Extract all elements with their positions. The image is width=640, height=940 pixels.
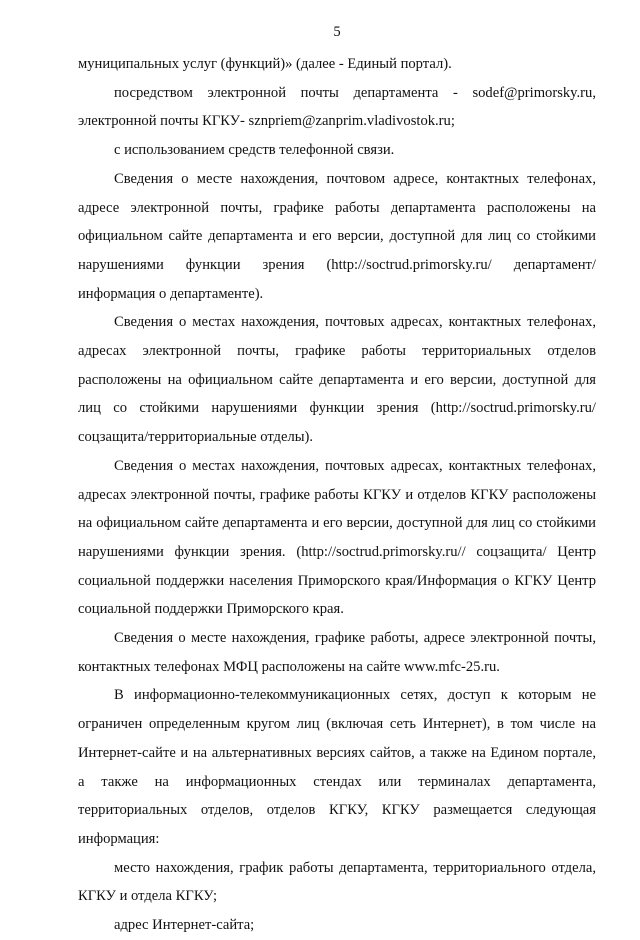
paragraph: Сведения о месте нахождения, графике работы, адресе электронной почты, контактных телефонах МФЦ расположены на сайте www.mfc-25.ru.: [78, 630, 596, 675]
page-number: 5: [333, 24, 341, 40]
paragraph: посредством электронной почты департамента - sodef@primorsky.ru, электронной почты КГКУ- sznpriem@zanprim.vladivostok.ru;: [78, 84, 596, 130]
paragraph: Сведения о местах нахождения, почтовых адресах, контактных телефонах, адресах электронной почты, графике работы территориальных отделов расположены на официальном сайте департамента и его версии, доступной для лиц со стойкими нарушениями функции зрения (http://soctrud.primorsky.ru/ соцзащита/территориальные отделы).: [78, 314, 596, 446]
document-body: [78, 50, 596, 940]
paragraph: Сведения о месте нахождения, почтовом адресе, контактных телефонах, адресе электронной почты, графике работы департамента расположены на официальном сайте департамента и его версии, доступной для лиц со стойкими нарушениями функции зрения (http://soctrud.primorsky.ru/ департамент/информация о департаменте).: [78, 170, 596, 302]
paragraph: муниципальных услуг (функций)» (далее - Единый портал).: [78, 56, 452, 72]
paragraph: место нахождения, график работы департамента, территориального отдела, КГКУ и отдела КГКУ;: [78, 859, 596, 905]
paragraph: Сведения о местах нахождения, почтовых адресах, контактных телефонах, адресах электронной почты, графике работы КГКУ и отделов КГКУ расположены на официальном сайте департамента и его версии, доступной для лиц со стойкими нарушениями функции зрения. (http://soctrud.primorsky.ru// соцзащита/ Центр социальной поддержки населения Приморского края/Информация о КГКУ Центр социальной поддержки Приморского края.: [78, 457, 596, 618]
paragraph: адрес Интернет-сайта;: [114, 917, 255, 934]
paragraph: В информационно-телекоммуникационных сетях, доступ к которым не ограничен определенным кругом лиц (включая сеть Интернет), в том числе на Интернет-сайте и на альтернативных версиях сайтов, а также на Едином портале, а также на информационных стендах или терминалах департамента, территориальных отделов, отделов КГКУ, КГКУ размещается следующая информация:: [78, 687, 596, 847]
paragraph: с использованием средств телефонной связи.: [114, 142, 395, 159]
